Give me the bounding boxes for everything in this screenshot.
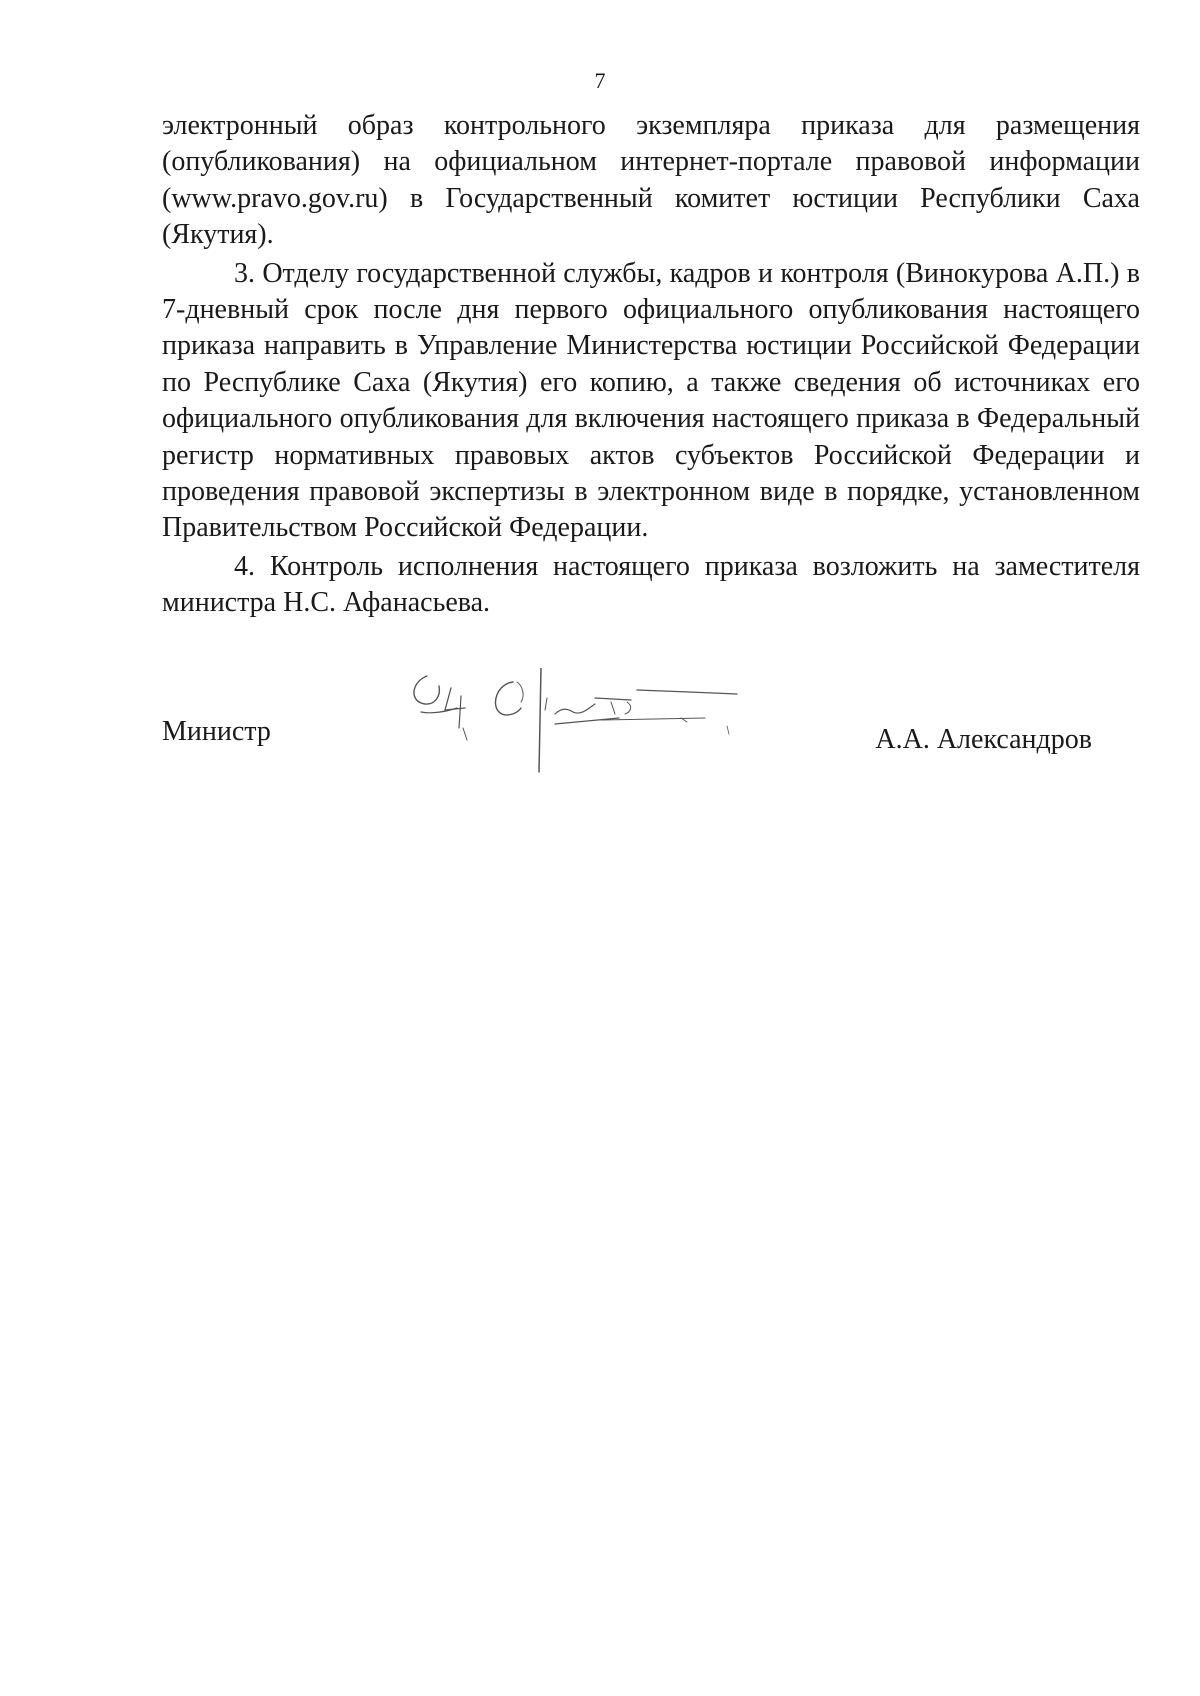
signatory-name: А.А. Александров [875,724,1092,755]
document-body [162,108,1140,624]
handwritten-signature-icon [405,668,765,778]
paragraph-continuation: электронный образ контрольного экземпляра приказа для размещения (опубликования) на официальном интернет-портале правовой информации (www.pravo.gov.ru) в Государственный комитет юстиции Республики Саха (Якутия). [162,110,1140,251]
paragraph-item-4: 4. Контроль исполнения настоящего приказа возложить на заместителя министра Н.С. Афанасьева. [162,550,1140,619]
signature-block [0,668,1200,778]
paragraph-item-3: 3. Отделу государственной службы, кадров и контроля (Винокурова А.П.) в 7-дневный срок после дня первого официального опубликования настоящего приказа направить в Управление Министерства юстиции Российской Федерации по Республике Саха (Якутия) его копию, а также сведения об источниках его официального опубликования для включения настоящего приказа в Федеральный регистр нормативных правовых актов субъектов Российской Федерации и проведения правовой экспертизы в электронном виде в порядке, установленном Правительством Российской Федерации. [162,257,1140,544]
signatory-role: Министр [162,716,271,747]
page-number: 7 [594,68,606,93]
